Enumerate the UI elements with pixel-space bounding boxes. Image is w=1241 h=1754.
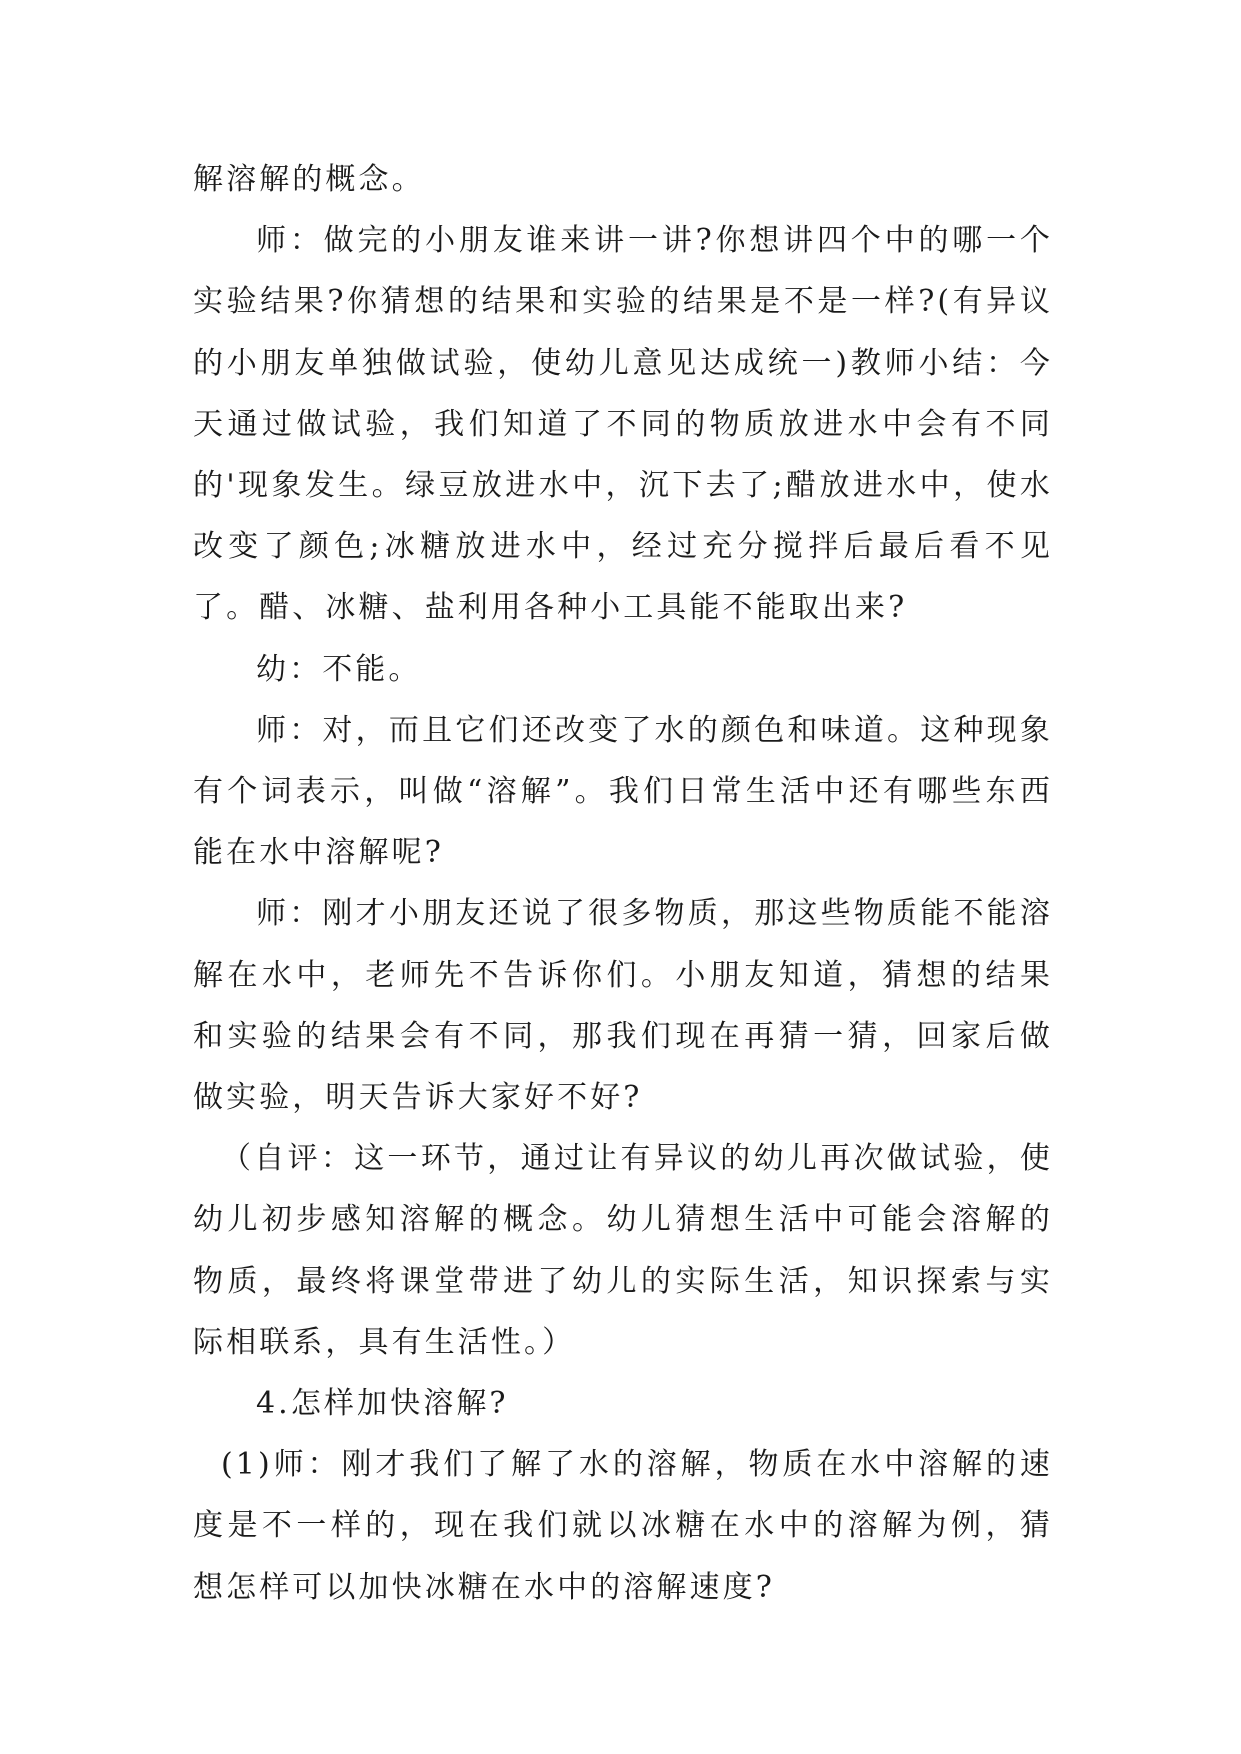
document-body bbox=[193, 149, 1053, 1618]
paragraph-child-reply: 幼：不能。 bbox=[256, 651, 422, 687]
paragraph-self-evaluation: （自评：这一环节，通过让有异议的幼儿再次做试验，使幼儿初步感知溶解的概念。幼儿猜想生活中可能会溶解的物质，最终将课堂带进了幼儿的实际生活，知识探索与实际相联系，具有生活性。） bbox=[193, 1141, 1053, 1360]
paragraph-step-1: (1)师：刚才我们了解了水的溶解，物质在水中溶解的速度是不一样的，现在我们就以冰糖在水中的溶解为例，猜想怎样可以加快冰糖在水中的溶解速度? bbox=[193, 1447, 1053, 1605]
section-heading-speed-up: 4.怎样加快溶解? bbox=[256, 1386, 509, 1422]
paragraph-continuation: 解溶解的概念。 bbox=[193, 162, 425, 197]
paragraph-teacher-summary: 师：做完的小朋友谁来讲一讲?你想讲四个中的哪一个实验结果?你猜想的结果和实验的结果是不是一样?(有异议的小朋友单独做试验，使幼儿意见达成统一)教师小结：今天通过做试验，我们知道了不同的物质放进水中会有不同的'现象发生。绿豆放进水中，沉下去了;醋放进水中，使水改变了颜色;冰糖放进水中，经过充分搅拌后最后看不见了。醋、冰糖、盐利用各种小工具能不能取出来? bbox=[193, 223, 1053, 626]
paragraph-teacher-homework: 师：刚才小朋友还说了很多物质，那这些物质能不能溶解在水中，老师先不告诉你们。小朋友知道，猜想的结果和实验的结果会有不同，那我们现在再猜一猜，回家后做做实验，明天告诉大家好不好? bbox=[193, 896, 1053, 1116]
paragraph-teacher-dissolve: 师：对，而且它们还改变了水的颜色和味道。这种现象有个词表示，叫做“溶解”。我们日常生活中还有哪些东西能在水中溶解呢? bbox=[193, 712, 1053, 871]
